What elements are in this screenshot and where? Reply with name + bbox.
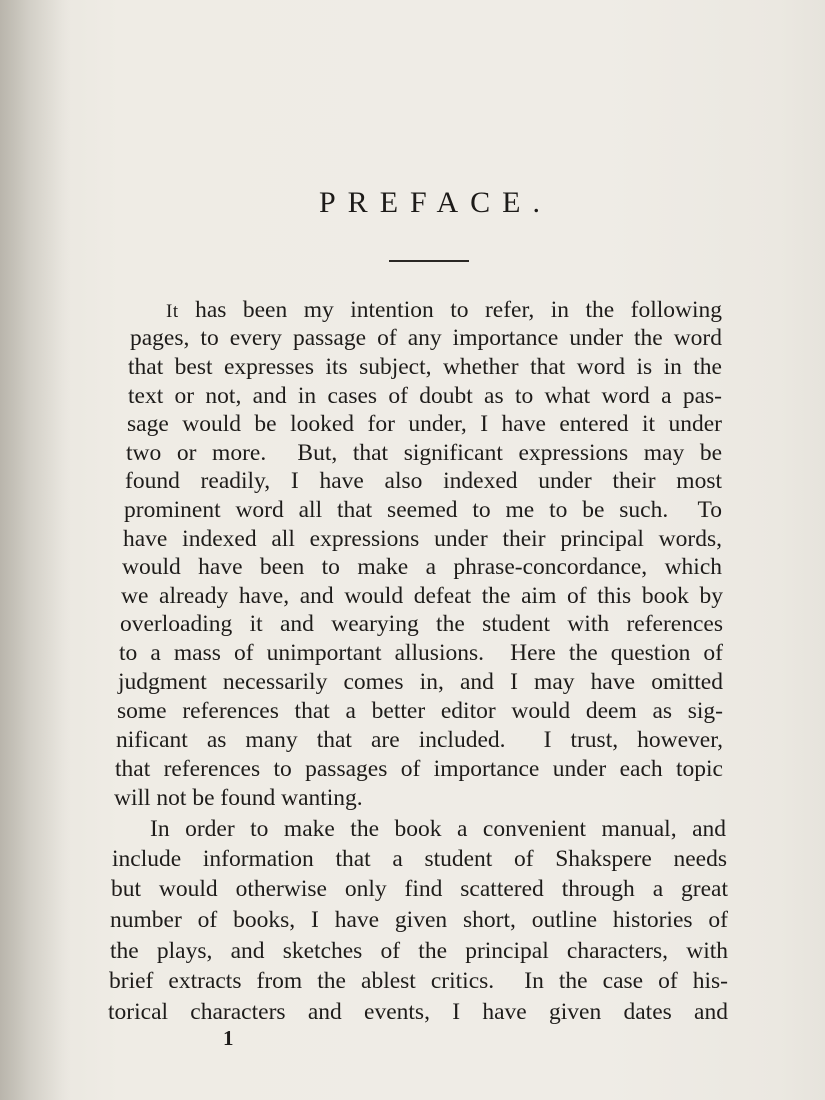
text-line: prominent word all that seemed to me to be such. To [124,497,722,523]
text-line: found readily, I have also indexed under their most [125,468,722,494]
text-line: two or more. But, that significant expressions may be [126,440,722,466]
text-line: brief extracts from the ablest critics. In the case of his- [109,968,728,994]
text-line: overloading it and wearying the student with references [120,611,723,637]
text-line: would have been to make a phrase-concordance, which [122,554,722,580]
text-line: number of books, I have given short, outline histories of [110,907,728,933]
text-line: the plays, and sketches of the principal characters, with [110,938,728,964]
text-line: pages, to every passage of any importance under the word [130,325,722,351]
text-line: sage would be looked for under, I have entered it under [127,411,722,437]
text-line: It has been my intention to refer, in the following [166,297,722,323]
text-line: nificant as many that are included. I trust, however, [116,727,723,753]
text-line: but would otherwise only find scattered through a great [111,876,728,902]
text-line: to a mass of unimportant allusions. Here the question of [119,640,723,666]
text-line: that references to passages of importance under each topic [115,756,723,782]
text-line: some references that a better editor would deem as sig- [117,698,723,724]
text-line: will not be found wanting. [114,785,363,811]
page-number: 1 [223,1026,234,1050]
text-line: text or not, and in cases of doubt as to what word a pas- [128,383,722,409]
text-line: torical characters and events, I have given dates and [108,999,728,1025]
text-line: In order to make the book a convenient manual, and [150,816,726,842]
text-line: judgment necessarily comes in, and I may have omitted [118,669,723,695]
page-heading: PREFACE. [319,186,552,219]
text-line: have indexed all expressions under their principal words, [123,526,722,552]
text-line: that best expresses its subject, whether that word is in the [128,354,722,380]
small-caps-lead: It [166,301,179,322]
text-line: include information that a student of Shakspere needs [112,846,727,872]
text-line: we already have, and would defeat the aim of this book by [121,583,723,609]
